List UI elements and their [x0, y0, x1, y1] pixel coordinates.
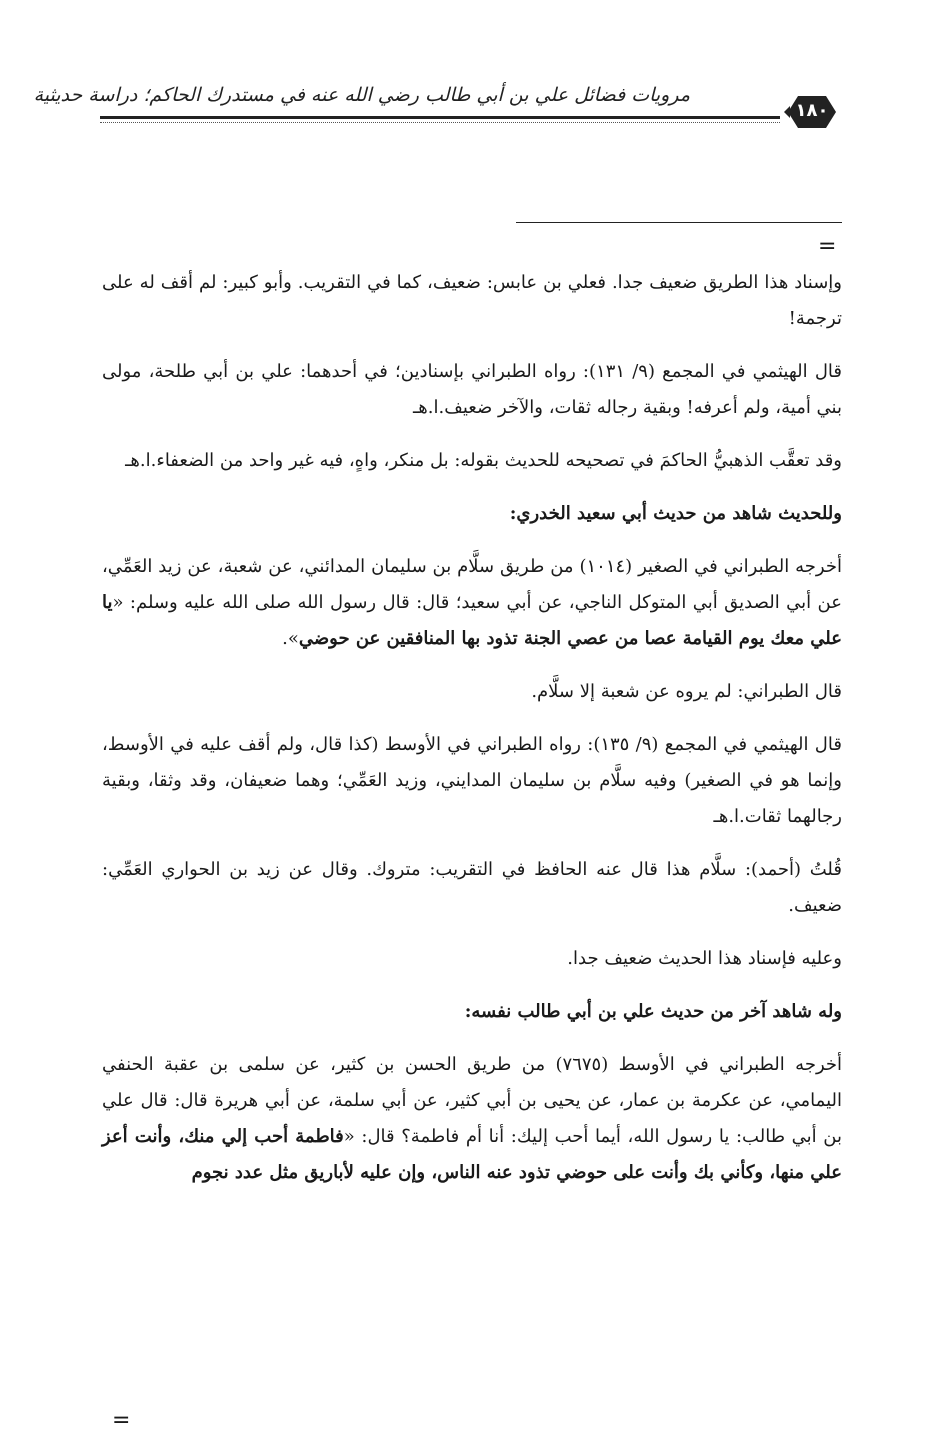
paragraph-11-pre: أخرجه الطبراني في الأوسط (٧٦٧٥) من طريق الحسن بن كثير، عن سلمى بن عقبة الحنفي اليمامي، عن عكرمة بن عمار، عن يحيى بن أبي كثير، عن أبي سلمة، عن أبي هريرة قال: قال علي بن أبي طالب: يا رسول الله، أيما أحب إليك: أنا أم فاطمة؟ قال: « — [102, 1054, 843, 1147]
paragraph-5-pre: أخرجه الطبراني في الصغير (١٠١٤) من طريق سلَّام بن سليمان المدائني، عن شعبة، عن زيد العَمِّي، عن أبي الصديق أبي المتوكل الناجي، عن أبي سعيد؛ قال: قال رسول الله صلى الله عليه وسلم: « — [102, 556, 842, 613]
running-header — [33, 72, 840, 132]
continuation-mark-top: = — [818, 234, 837, 259]
continuation-mark-bottom: = — [112, 1408, 131, 1433]
hadith-text-1: يا علي معك يوم القيامة عصا من عصي الجنة تذود بها المنافقين عن حوضي — [102, 592, 842, 649]
paragraph-9: وعليه فإسناد هذا الحديث ضعيف جدا. — [567, 948, 842, 969]
header-dotted-rule — [100, 122, 780, 123]
paragraph-5-post: ». — [282, 628, 299, 649]
paragraph-7: قال الهيثمي في المجمع (٩/ ١٣٥): رواه الطبراني في الأوسط (كذا قال، ولم أقف عليه في الأوسط، وإنما هو في الصغير) وفيه سلَّام بن سليمان المدايني، وزيد العَمِّي؛ وهما ضعيفان، وقد وثقا، وبقية رجالهما ثقات.ا.هـ — [102, 734, 843, 827]
page-number-badge — [784, 92, 840, 132]
header-title: مرويات فضائل علي بن أبي طالب رضي الله عنه في مستدرك الحاكم؛ دراسة حديثية — [33, 84, 690, 106]
section-heading-abu-said: وللحديث شاهد من حديث أبي سعيد الخدري: — [509, 503, 842, 524]
paragraph-11 — [102, 1047, 842, 1191]
paragraph-6: قال الطبراني: لم يروه عن شعبة إلا سلَّام. — [531, 681, 842, 702]
paragraph-1: وإسناد هذا الطريق ضعيف جدا. فعلي بن عابس: ضعيف، كما في التقريب. وأبو كبير: لم أقف له على ترجمة! — [102, 272, 842, 329]
paragraph-5 — [102, 549, 842, 657]
footnote-body — [102, 265, 842, 1208]
hadith-text-2: فاطمة أحب إلي منك، وأنت أعز علي منها، وكأني بك وأنت على حوضي تذود عنه الناس، وإن عليه لأباريق مثل عدد نجوم — [102, 1126, 842, 1183]
paragraph-8: قُلتُ (أحمد): سلَّام هذا قال عنه الحافظ في التقريب: متروك. وقال عن زيد بن الحواري العَمِّي: ضعيف. — [102, 859, 842, 916]
paragraph-3: وقد تعقَّب الذهبيُّ الحاكمَ في تصحيحه للحديث بقوله: بل منكر، واهٍ، فيه غير واحد من الضعفاء.ا.هـ — [125, 450, 842, 471]
section-heading-ali: وله شاهد آخر من حديث علي بن أبي طالب نفسه: — [464, 1001, 842, 1022]
page-number: ١٨٠ — [795, 100, 829, 121]
footnote-separator — [516, 222, 842, 223]
header-rule — [100, 116, 780, 119]
paragraph-2: قال الهيثمي في المجمع (٩/ ١٣١): رواه الطبراني بإسنادين؛ في أحدهما: علي بن أبي طلحة، مولى بني أمية، ولم أعرفه! وبقية رجاله ثقات، والآخر ضعيف.ا.هـ — [102, 361, 842, 418]
